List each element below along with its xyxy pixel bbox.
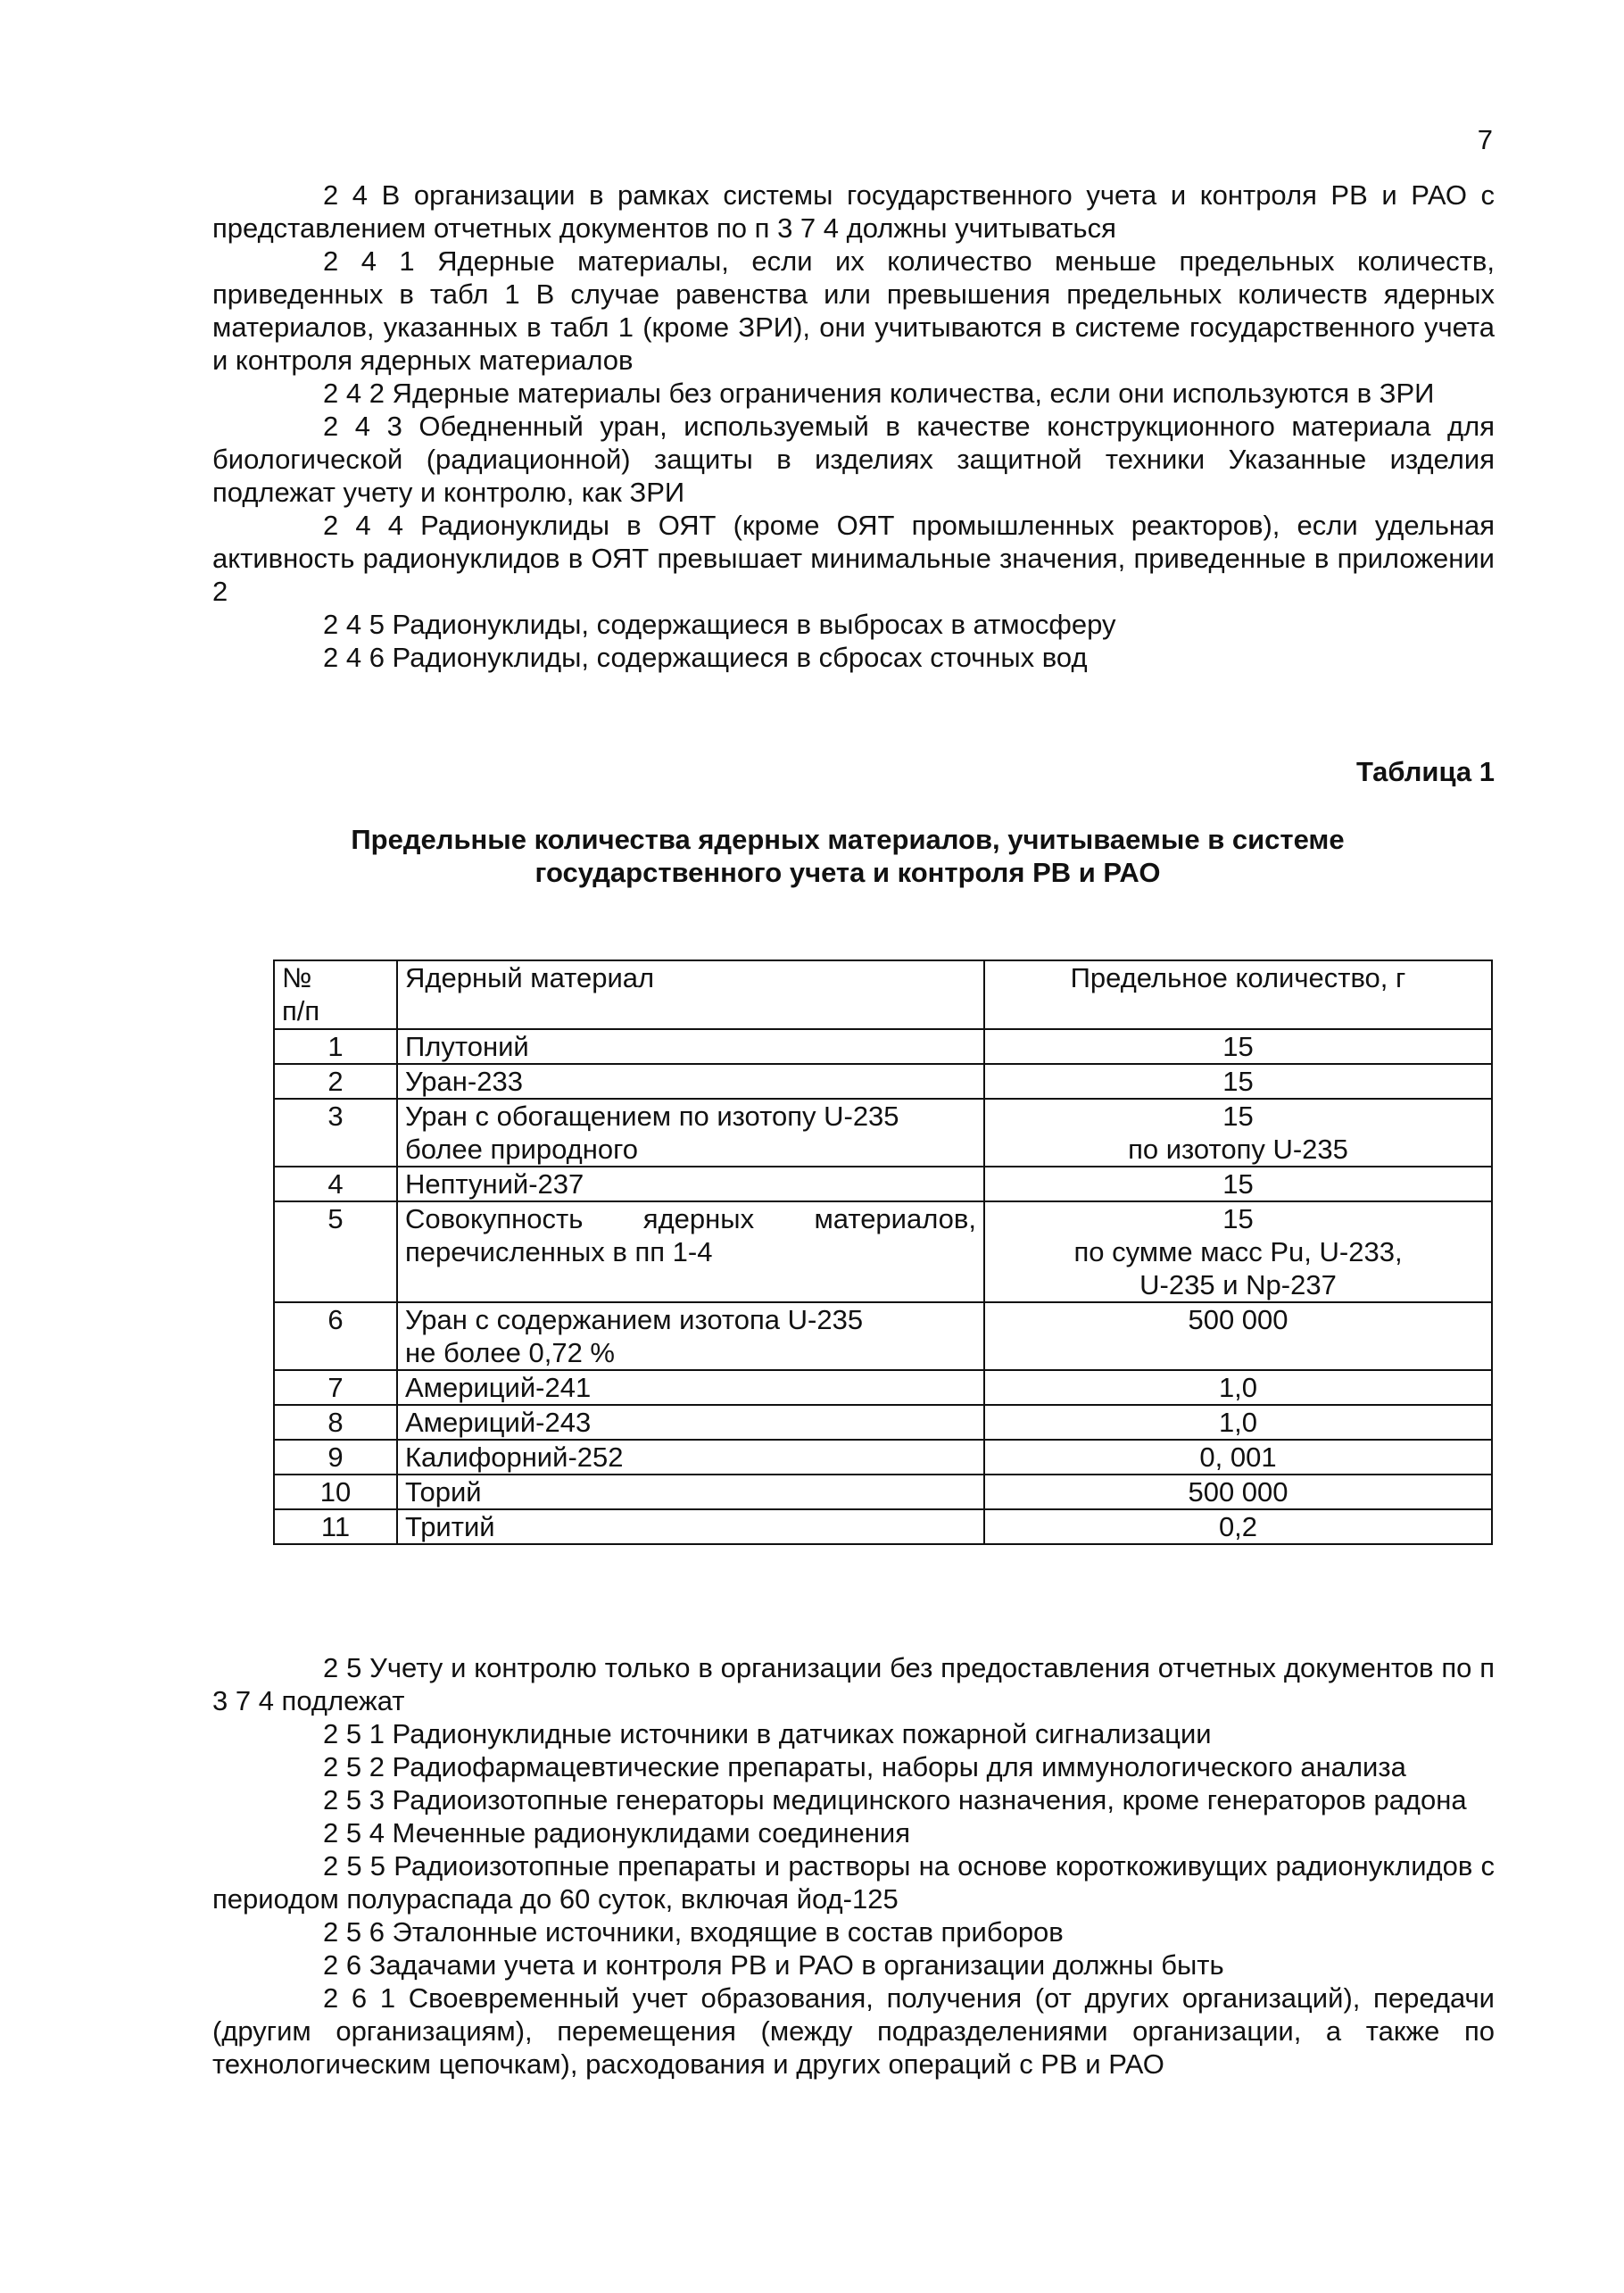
cell-number: 7	[274, 1370, 397, 1405]
material-line-1: Уран-233	[405, 1066, 523, 1097]
paragraph-2-4-5: 2 4 5 Радионуклиды, содержащиеся в выбросах в атмосферу	[323, 609, 1116, 640]
paragraph-2-5-3: 2 5 3 Радиоизотопные генераторы медицинского назначения, кроме генераторов радона	[323, 1784, 1467, 1815]
cell-quantity	[984, 1201, 1492, 1302]
section-2-5	[212, 1651, 1495, 2081]
cell-material	[397, 1370, 984, 1405]
paragraph-2-4-2: 2 4 2 Ядерные материалы без ограничения количества, если они используются в ЗРИ	[323, 378, 1435, 409]
header-quantity: Предельное количество, г	[984, 960, 1492, 1029]
paragraph-2-5-4: 2 5 4 Меченные радионуклидами соединения	[323, 1817, 910, 1849]
quantity-line-2: по изотопу U-235	[1128, 1134, 1348, 1165]
cell-quantity	[984, 1475, 1492, 1509]
table-header-row	[274, 960, 1492, 1029]
quantity-line-1: 500 000	[1188, 1304, 1288, 1335]
table-row	[274, 1509, 1492, 1544]
material-line-2: перечисленных в пп 1-4	[405, 1236, 713, 1267]
table-title	[268, 823, 1428, 889]
material-line-1: Америций-241	[405, 1372, 592, 1403]
quantity-line-3: U-235 и Np-237	[1139, 1269, 1337, 1300]
cell-material	[397, 1405, 984, 1440]
cell-number: 3	[274, 1099, 397, 1167]
table-row	[274, 1475, 1492, 1509]
cell-quantity	[984, 1099, 1492, 1167]
material-line-1: Америций-243	[405, 1407, 592, 1438]
material-line-2: не более 0,72 %	[405, 1337, 615, 1368]
table-row	[274, 1440, 1492, 1475]
cell-material	[397, 1302, 984, 1370]
paragraph-2-5-6: 2 5 6 Эталонные источники, входящие в состав приборов	[323, 1916, 1064, 1948]
table-title-line-1: Предельные количества ядерных материалов, учитываемые в системе	[351, 824, 1345, 855]
cell-material	[397, 1167, 984, 1201]
table-row	[274, 1405, 1492, 1440]
material-line-1: Уран с содержанием изотопа U-235	[405, 1304, 864, 1335]
header-number-line-2: п/п	[282, 995, 320, 1026]
cell-material	[397, 1475, 984, 1509]
table-body	[274, 1029, 1492, 1544]
cell-material	[397, 1440, 984, 1475]
cell-number: 5	[274, 1201, 397, 1302]
quantity-line-1: 15	[1222, 1031, 1254, 1062]
cell-number: 11	[274, 1509, 397, 1544]
table-row	[274, 1201, 1492, 1302]
paragraph-2-5-2: 2 5 2 Радиофармацевтические препараты, наборы для иммунологического анализа	[323, 1751, 1406, 1782]
quantity-line-1: 1,0	[1218, 1372, 1258, 1403]
material-line-1: Нептуний-237	[405, 1168, 584, 1200]
cell-quantity	[984, 1440, 1492, 1475]
quantity-line-1: 0, 001	[1199, 1441, 1277, 1473]
table-row	[274, 1302, 1492, 1370]
paragraph-2-4-3: 2 4 3 Обедненный уран, используемый в качестве конструкционного материала для биологической (радиационной) защиты в изделиях защитной техники Указанные изделия подлежат учету и контролю, как ЗРИ	[212, 411, 1495, 508]
cell-quantity	[984, 1405, 1492, 1440]
table-row	[274, 1370, 1492, 1405]
paragraph-2-5: 2 5 Учету и контролю только в организации без предоставления отчетных документов по п 3 7 4 подлежат	[212, 1652, 1495, 1716]
paragraph-2-5-5: 2 5 5 Радиоизотопные препараты и растворы на основе короткоживущих радионуклидов с периодом полураспада до 60 суток, включая йод-125	[212, 1850, 1495, 1915]
table-row	[274, 1167, 1492, 1201]
cell-material	[397, 1029, 984, 1064]
material-line-1: Торий	[405, 1476, 482, 1508]
paragraph-2-6-1: 2 6 1 Своевременный учет образования, получения (от других организаций), передачи (другим организациям), перемещения (между подразделениями организации, а также по технологическим цепочкам), расходования и других операций с РВ и РАО	[212, 1982, 1495, 2080]
paragraph-2-4-1: 2 4 1 Ядерные материалы, если их количество меньше предельных количеств, приведенных в табл 1 В случае равенства или превышения предельных количеств ядерных материалов, указанных в табл 1 (кроме ЗРИ), они учитываются в системе государственного учета и контроля ядерных материалов	[212, 245, 1495, 376]
table-row	[274, 1099, 1492, 1167]
table-row	[274, 1064, 1492, 1099]
nuclear-materials-table	[273, 960, 1493, 1545]
cell-number: 4	[274, 1167, 397, 1201]
quantity-line-2: по сумме масс Pu, U-233,	[1073, 1236, 1403, 1267]
page-number: 7	[1477, 124, 1493, 155]
cell-number: 8	[274, 1405, 397, 1440]
cell-quantity	[984, 1302, 1492, 1370]
header-number-line-1: №	[282, 962, 312, 993]
section-2-4	[212, 179, 1495, 674]
material-line-2: более природного	[405, 1134, 638, 1165]
cell-number: 1	[274, 1029, 397, 1064]
cell-quantity	[984, 1064, 1492, 1099]
cell-quantity	[984, 1370, 1492, 1405]
paragraph-2-5-1: 2 5 1 Радионуклидные источники в датчиках пожарной сигнализации	[323, 1718, 1212, 1749]
cell-quantity	[984, 1029, 1492, 1064]
cell-number: 2	[274, 1064, 397, 1099]
header-material: Ядерный материал	[397, 960, 984, 1029]
cell-material	[397, 1509, 984, 1544]
cell-number: 6	[274, 1302, 397, 1370]
cell-number: 9	[274, 1440, 397, 1475]
paragraph-2-4-4: 2 4 4 Радионуклиды в ОЯТ (кроме ОЯТ промышленных реакторов), если удельная активность радионуклидов в ОЯТ превышает минимальные значения, приведенные в приложении 2	[212, 510, 1495, 607]
material-line-1: Уран с обогащением по изотопу U-235	[405, 1101, 899, 1132]
quantity-line-1: 15	[1222, 1101, 1254, 1132]
paragraph-2-6: 2 6 Задачами учета и контроля РВ и РАО в организации должны быть	[323, 1949, 1224, 1981]
header-number	[274, 960, 397, 1029]
quantity-line-1: 500 000	[1188, 1476, 1288, 1508]
material-line-1: Тритий	[405, 1511, 495, 1542]
table-title-line-2: государственного учета и контроля РВ и РАО	[534, 857, 1161, 888]
cell-material	[397, 1201, 984, 1302]
cell-material	[397, 1064, 984, 1099]
material-line-1: Совокупность ядерных материалов,	[405, 1203, 976, 1234]
quantity-line-1: 15	[1222, 1203, 1254, 1234]
material-line-1: Калифорний-252	[405, 1441, 624, 1473]
quantity-line-1: 15	[1222, 1168, 1254, 1200]
paragraph-2-4-6: 2 4 6 Радионуклиды, содержащиеся в сбросах сточных вод	[323, 642, 1088, 673]
cell-number: 10	[274, 1475, 397, 1509]
quantity-line-1: 1,0	[1218, 1407, 1258, 1438]
cell-quantity	[984, 1509, 1492, 1544]
table-caption: Таблица 1	[1355, 756, 1495, 787]
cell-quantity	[984, 1167, 1492, 1201]
material-line-1: Плутоний	[405, 1031, 529, 1062]
quantity-line-1: 15	[1222, 1066, 1254, 1097]
quantity-line-1: 0,2	[1218, 1511, 1258, 1542]
paragraph-2-4: 2 4 В организации в рамках системы государственного учета и контроля РВ и РАО с представлением отчетных документов по п 3 7 4 должны учитываться	[212, 179, 1495, 244]
table-row	[274, 1029, 1492, 1064]
cell-material	[397, 1099, 984, 1167]
